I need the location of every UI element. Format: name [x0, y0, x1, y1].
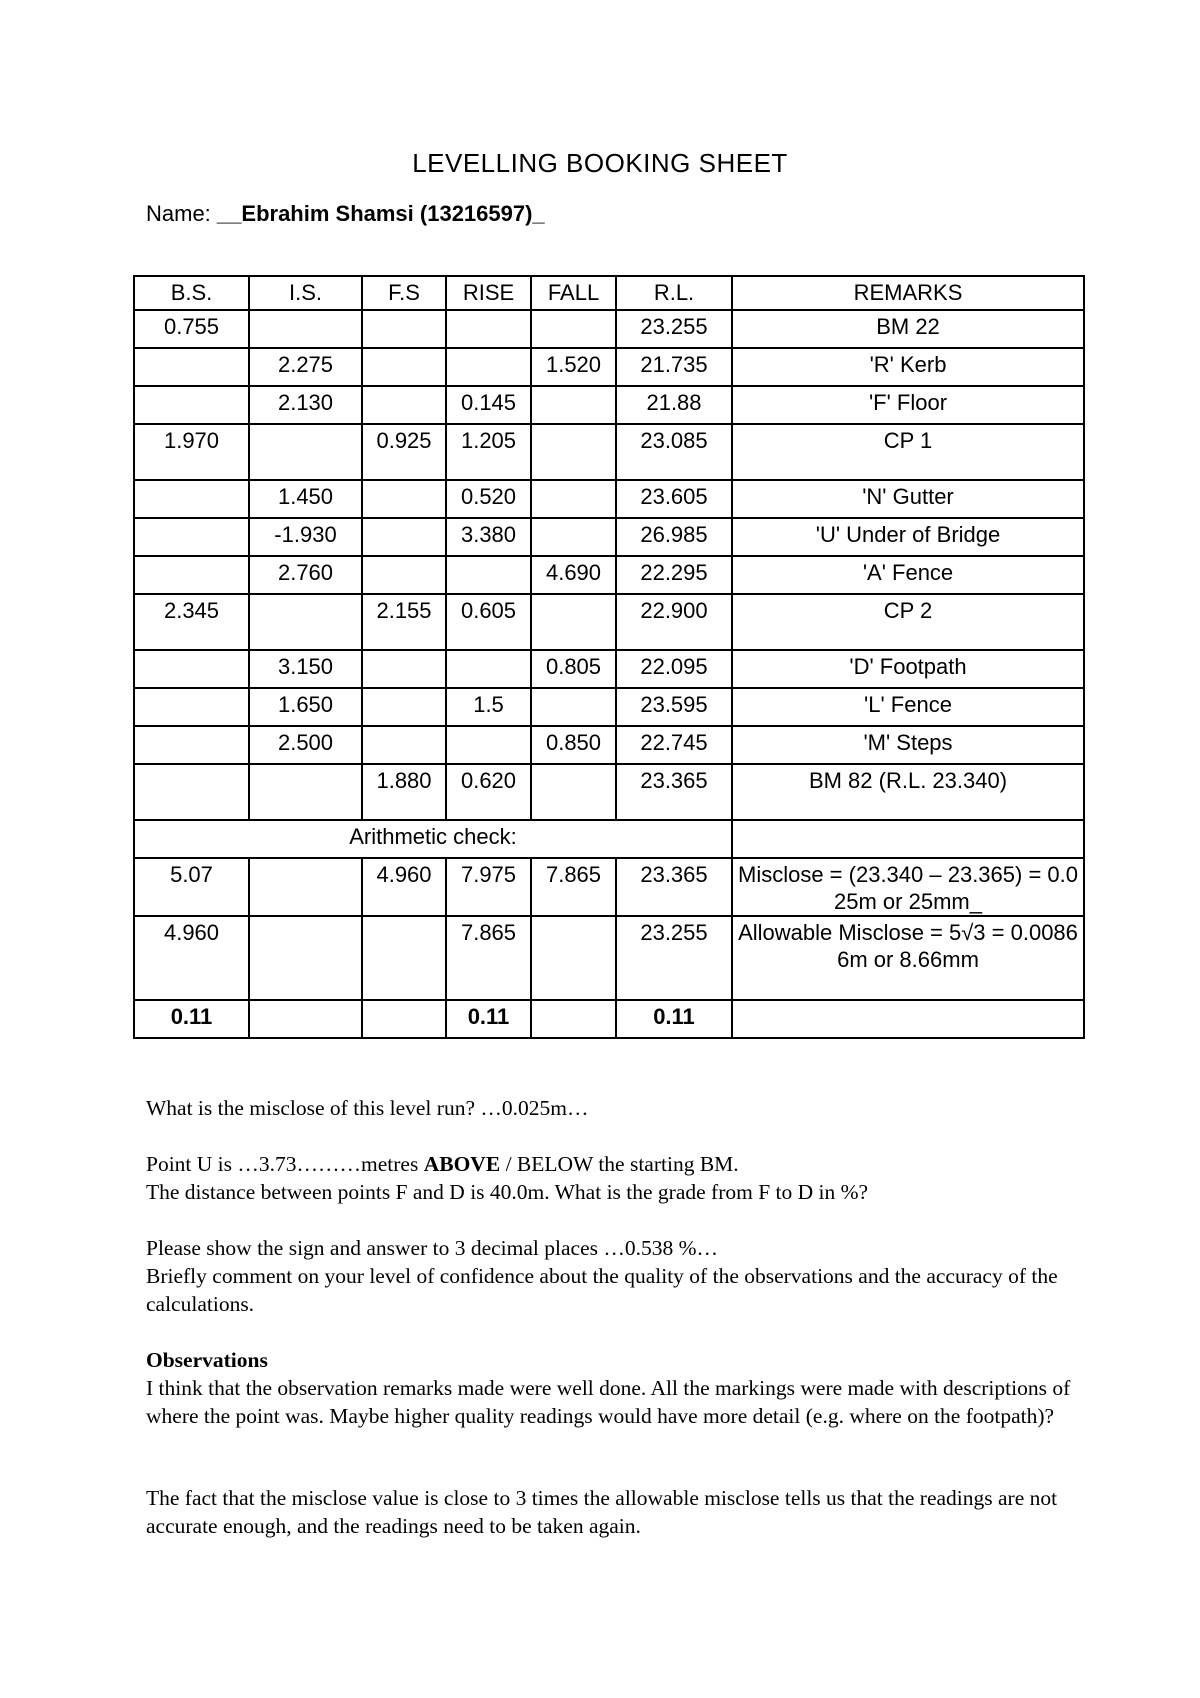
cell-remarks: 'F' Floor [732, 386, 1084, 424]
total-is [249, 1000, 362, 1038]
cell-remarks: 'D' Footpath [732, 650, 1084, 688]
table-row [134, 518, 1084, 556]
cell-fs [362, 386, 446, 424]
table-row [134, 764, 1084, 820]
cell-rise: 1.5 [446, 688, 531, 726]
cell-is [249, 916, 362, 1000]
cell-remarks: 'L' Fence [732, 688, 1084, 726]
above-option: ABOVE [423, 1152, 501, 1176]
cell-fall: 0.805 [531, 650, 616, 688]
cell-bs [134, 348, 249, 386]
observations-heading: Observations [146, 1348, 268, 1372]
table-row [134, 556, 1084, 594]
cell-is [249, 858, 362, 916]
cell-bs [134, 386, 249, 424]
cell-rise [446, 310, 531, 348]
table-row [134, 726, 1084, 764]
cell-fs: 2.155 [362, 594, 446, 650]
cell-bs [134, 726, 249, 764]
question-sign-text: Please show the sign and answer to 3 decimal places …0.538 %… [146, 1236, 719, 1260]
conclusion-section [146, 1484, 1076, 1540]
header-rl: R.L. [616, 276, 732, 310]
cell-fs [362, 726, 446, 764]
cell-remarks: BM 22 [732, 310, 1084, 348]
question-confidence-text: Briefly comment on your level of confidence about the quality of the observations and the accuracy of the calculations. [146, 1264, 1058, 1316]
cell-remarks: CP 2 [732, 594, 1084, 650]
observations-paragraph-2: The fact that the misclose value is close to 3 times the allowable misclose tells us that the readings are not accurate enough, and the readings need to be taken again. [146, 1486, 1058, 1538]
cell-bs [134, 764, 249, 820]
cell-fs [362, 480, 446, 518]
cell-rl: 23.605 [616, 480, 732, 518]
cell-rise: 0.605 [446, 594, 531, 650]
cell-rl: 22.900 [616, 594, 732, 650]
table-row [134, 650, 1084, 688]
total-remarks [732, 1000, 1084, 1038]
table-row [134, 594, 1084, 650]
question-grade-text: The distance between points F and D is 40.0m. What is the grade from F to D in %? [146, 1180, 869, 1204]
cell-fs: 1.880 [362, 764, 446, 820]
cell-is: -1.930 [249, 518, 362, 556]
cell-remarks [732, 820, 1084, 858]
table-row [134, 424, 1084, 480]
cell-rise: 0.145 [446, 386, 531, 424]
name-label: Name: [146, 201, 217, 226]
cell-rl: 21.88 [616, 386, 732, 424]
cell-fs [362, 650, 446, 688]
cell-is: 1.650 [249, 688, 362, 726]
cell-rl: 21.735 [616, 348, 732, 386]
table-row [134, 348, 1084, 386]
cell-remarks: 'U' Under of Bridge [732, 518, 1084, 556]
cell-fall [531, 688, 616, 726]
cell-fs [362, 518, 446, 556]
cell-is: 2.500 [249, 726, 362, 764]
header-fall: FALL [531, 276, 616, 310]
cell-fall [531, 386, 616, 424]
question-misclose-text: What is the misclose of this level run? …0.025m… [146, 1096, 589, 1120]
misclose-remark: Misclose = (23.340 – 23.365) = 0.025m or 25mm_ [732, 858, 1084, 916]
cell-rl: 22.745 [616, 726, 732, 764]
header-rise: RISE [446, 276, 531, 310]
cell-is [249, 424, 362, 480]
allowable-misclose-remark: Allowable Misclose = 5√3 = 0.00866m or 8.66mm [732, 916, 1084, 1000]
name-value: __Ebrahim Shamsi (13216597)_ [216, 201, 545, 226]
total-bs: 0.11 [134, 1000, 249, 1038]
cell-rl: 22.295 [616, 556, 732, 594]
cell-rise: 7.865 [446, 916, 531, 1000]
cell-is: 2.275 [249, 348, 362, 386]
cell-remarks: CP 1 [732, 424, 1084, 480]
cell-rl: 23.085 [616, 424, 732, 480]
levelling-table [133, 275, 1085, 1039]
arithmetic-check-label: Arithmetic check: [134, 820, 732, 858]
cell-rise [446, 348, 531, 386]
below-option: / BELOW the starting BM. [500, 1152, 739, 1176]
table-row [134, 386, 1084, 424]
cell-fall [531, 764, 616, 820]
page-title: LEVELLING BOOKING SHEET [412, 148, 788, 178]
cell-remarks: 'A' Fence [732, 556, 1084, 594]
cell-fall: 4.690 [531, 556, 616, 594]
cell-is: 2.130 [249, 386, 362, 424]
name-line [146, 201, 545, 227]
check-row [134, 858, 1084, 916]
totals-row [134, 1000, 1084, 1038]
cell-rise [446, 650, 531, 688]
arithmetic-check-row [134, 820, 1084, 858]
cell-rl: 23.255 [616, 916, 732, 1000]
table-row [134, 688, 1084, 726]
cell-is [249, 310, 362, 348]
cell-bs: 2.345 [134, 594, 249, 650]
cell-bs [134, 480, 249, 518]
cell-fall [531, 310, 616, 348]
cell-fall: 7.865 [531, 858, 616, 916]
cell-bs [134, 518, 249, 556]
cell-fall: 1.520 [531, 348, 616, 386]
cell-rl: 23.595 [616, 688, 732, 726]
question-sign [146, 1234, 1076, 1318]
cell-rise: 0.520 [446, 480, 531, 518]
table-row [134, 310, 1084, 348]
point-u-answer: Point U is …3.73………metres [146, 1152, 424, 1176]
cell-fs [362, 556, 446, 594]
cell-is [249, 594, 362, 650]
cell-rise [446, 726, 531, 764]
cell-rl: 22.095 [616, 650, 732, 688]
total-fs [362, 1000, 446, 1038]
cell-bs [134, 650, 249, 688]
cell-remarks: 'R' Kerb [732, 348, 1084, 386]
header-bs: B.S. [134, 276, 249, 310]
cell-fall: 0.850 [531, 726, 616, 764]
total-fall [531, 1000, 616, 1038]
cell-fs: 4.960 [362, 858, 446, 916]
question-misclose [146, 1094, 1076, 1122]
cell-remarks: 'M' Steps [732, 726, 1084, 764]
cell-rise: 0.620 [446, 764, 531, 820]
cell-remarks: BM 82 (R.L. 23.340) [732, 764, 1084, 820]
header-fs: F.S [362, 276, 446, 310]
total-rl: 0.11 [616, 1000, 732, 1038]
cell-bs: 1.970 [134, 424, 249, 480]
cell-rl: 23.255 [616, 310, 732, 348]
header-is: I.S. [249, 276, 362, 310]
cell-bs: 5.07 [134, 858, 249, 916]
question-point-u [146, 1150, 1076, 1206]
cell-bs: 0.755 [134, 310, 249, 348]
cell-rise: 1.205 [446, 424, 531, 480]
cell-fs [362, 348, 446, 386]
question-point-u-text [146, 1150, 1076, 1178]
cell-fs: 0.925 [362, 424, 446, 480]
observations-section [146, 1346, 1076, 1430]
cell-fall [531, 518, 616, 556]
cell-bs: 4.960 [134, 916, 249, 1000]
cell-rise [446, 556, 531, 594]
cell-is: 1.450 [249, 480, 362, 518]
cell-is [249, 764, 362, 820]
cell-fall [531, 594, 616, 650]
cell-fs [362, 688, 446, 726]
cell-rl: 26.985 [616, 518, 732, 556]
cell-fall [531, 480, 616, 518]
cell-fall [531, 916, 616, 1000]
cell-fs [362, 916, 446, 1000]
header-row [134, 276, 1084, 310]
cell-rise: 7.975 [446, 858, 531, 916]
header-remarks: REMARKS [732, 276, 1084, 310]
cell-rise: 3.380 [446, 518, 531, 556]
cell-is: 3.150 [249, 650, 362, 688]
cell-remarks: 'N' Gutter [732, 480, 1084, 518]
check-row [134, 916, 1084, 1000]
cell-rl: 23.365 [616, 858, 732, 916]
table-row [134, 480, 1084, 518]
total-rise: 0.11 [446, 1000, 531, 1038]
cell-bs [134, 556, 249, 594]
cell-bs [134, 688, 249, 726]
observations-paragraph-1: I think that the observation remarks made were well done. All the markings were made with descriptions of where the point was. Maybe higher quality readings would have more detail (e.g. where on the footpath)? [146, 1376, 1071, 1428]
cell-fall [531, 424, 616, 480]
cell-is: 2.760 [249, 556, 362, 594]
cell-rl: 23.365 [616, 764, 732, 820]
cell-fs [362, 310, 446, 348]
